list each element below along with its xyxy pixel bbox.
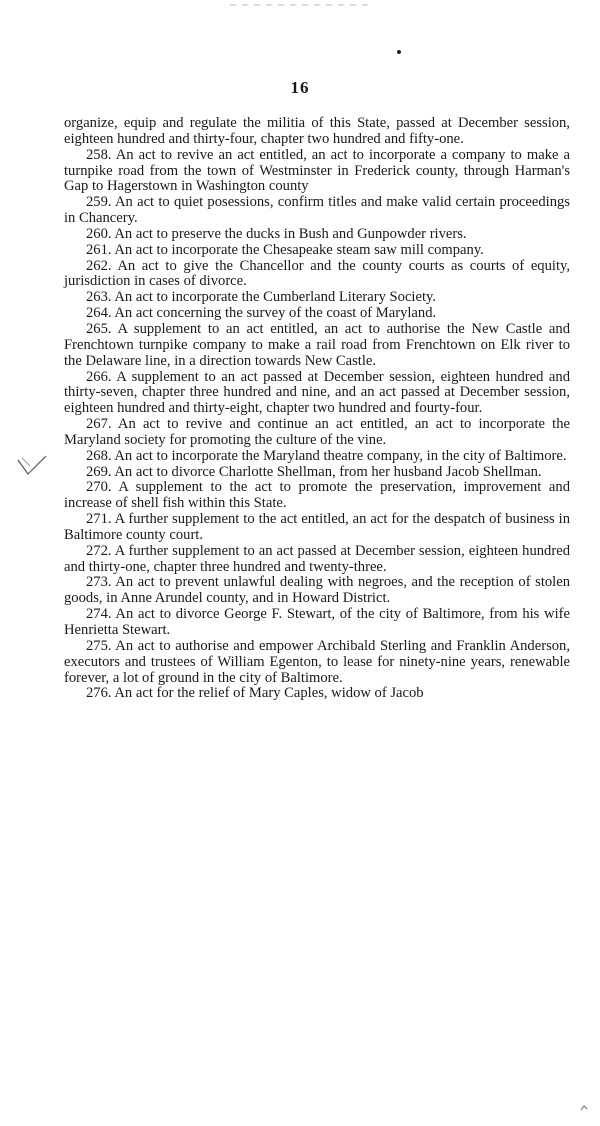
list-item: 264. An act concerning the survey of the coast of Maryland. [86, 305, 437, 322]
list-item: 260. An act to preserve the ducks in Bush and Gunpowder rivers. [86, 225, 467, 242]
list-item: 276. An act for the relief of Mary Caples, widow of Jacob [86, 685, 424, 702]
list-item: 262. An act to give the Chancellor and the county courts as courts of equity, jurisdiction in cases of divorce. [64, 257, 570, 290]
margin-check-mark [16, 452, 48, 478]
list-item: 269. An act to divorce Charlotte Shellman, from her husband Jacob Shellman. [86, 463, 542, 480]
list-item: organize, equip and regulate the militia of this State, passed at December session, eighteen hundred and thirty-four, chapter two hundred and fifty-one. [64, 115, 570, 147]
faint-top-mark [230, 4, 370, 6]
list-item: 258. An act to revive an act entitled, an act to incorporate a company to make a turnpike road from the town of Westminster in Frederick county, through Harman's Gap to Hagerstown in Washington county [64, 146, 570, 195]
list-item: 265. A supplement to an act entitled, an act to authorise the New Castle and Frenchtown turnpike company to make a rail road from Frenchtown on Elk river to the Delaware line, in a direction towards New Castle. [64, 320, 570, 369]
list-item: 263. An act to incorporate the Cumberland Literary Society. [86, 289, 437, 306]
list-item: 274. An act to divorce George F. Stewart, of the city of Baltimore, from his wife Henrietta Stewart. [64, 606, 570, 638]
list-item: 259. An act to quiet posessions, confirm titles and make valid certain proceedings in Chancery. [64, 194, 570, 227]
list-item: 272. A further supplement to an act passed at December session, eighteen hundred and thirty-one, chapter three hundred and twenty-three. [64, 542, 570, 575]
ink-dot [397, 50, 401, 54]
list-item: 261. An act to incorporate the Chesapeake steam saw mill company. [86, 241, 484, 258]
list-item: 268. An act to incorporate the Maryland theatre company, in the city of Baltimore. [86, 447, 567, 464]
list-item: 273. An act to prevent unlawful dealing with negroes, and the reception of stolen goods, in Anne Arundel county, and in Howard District. [64, 574, 570, 607]
list-item: 271. A further supplement to the act entitled, an act for the despatch of business in Baltimore county court. [64, 511, 570, 543]
list-item: 267. An act to revive and continue an act entitled, an act to incorporate the Maryland society for promoting the culture of the vine. [64, 416, 570, 448]
corner-ink-mark [580, 1104, 588, 1112]
list-item: 275. An act to authorise and empower Archibald Sterling and Franklin Anderson, executors and trustees of William Egenton, to lease for ninety-nine years, renewable forever, a lot of ground in the city of Baltimore. [64, 637, 570, 686]
list-item: 270. A supplement to the act to promote the preservation, improvement and increase of shell fish within this State. [64, 479, 570, 512]
list-item: 266. A supplement to an act passed at December session, eighteen hundred and thirty-seven, chapter three hundred and nine, and an act passed at December session, eighteen hundred and thirty-eight, chapter two hundred and fourty-four. [64, 368, 570, 417]
act-list [64, 116, 570, 702]
page-number: 16 [290, 78, 310, 97]
